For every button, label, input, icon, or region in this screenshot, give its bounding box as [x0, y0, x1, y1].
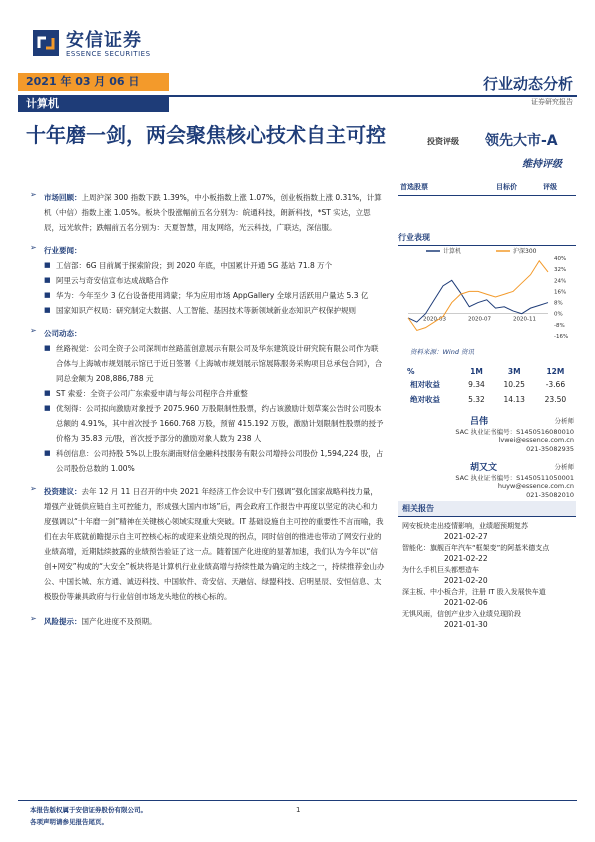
stock-col-1: 首选股票 — [400, 183, 428, 191]
industry-item-text: 工信部：6G 目前属于探索阶段；到 2020 年底，中国累计开通 5G 基站 71.8 万个 — [56, 261, 333, 270]
x-tick-label: 2020-11 — [513, 316, 536, 323]
perf-chart — [398, 246, 576, 341]
y-tick-label: 8% — [554, 300, 563, 307]
related-list — [398, 517, 576, 633]
analyst-role: 分析师 — [554, 417, 574, 425]
perf-cell: 绝对收益 — [410, 395, 440, 404]
footer-divider — [18, 800, 577, 801]
arrow-icon: ➢ — [30, 484, 37, 493]
y-tick-label: -16% — [554, 334, 569, 340]
square-bullet-icon: ■ — [44, 449, 51, 457]
square-bullet-icon: ■ — [44, 306, 51, 314]
analyst-info-line: SAC 执业证书编号：S1450516080010 — [455, 428, 574, 436]
related-report[interactable] — [402, 520, 572, 541]
related-report-date: 2021-02-27 — [444, 532, 488, 541]
perf-chart-svg — [398, 246, 576, 341]
industry-list — [44, 258, 385, 318]
company-item-text: 科创信息：公司持股 5%以上股东湖南财信金融科技服务有限公司增持公司股份 1,594,224 股，占公司股份总数的 1.00% — [56, 449, 384, 473]
report-type: 行业动态分析 — [482, 75, 573, 93]
perf-cell: 14.13 — [503, 395, 525, 404]
analyst-info-line: lvwei@essence.com.cn — [498, 436, 574, 444]
perf-header-cell: 3M — [507, 367, 521, 376]
risk-heading: 风险提示： — [44, 617, 82, 626]
related-report[interactable] — [402, 586, 572, 607]
company-item — [44, 341, 385, 386]
perf-header-cell: 12M — [546, 367, 565, 376]
stock-table-header — [398, 182, 576, 196]
square-bullet-icon: ■ — [44, 389, 51, 397]
related-title: 相关报告 — [398, 501, 576, 517]
advice-text: 去年 12 月 11 日召开的中央 2021 年经济工作会议中专门强调“强化国家战略科技力量，增强产业链供应链自主可控能力，形成强大国内市场”后，两会政府工作报告中再度以坚定的决心和力度强调以“十年磨一剑”精神在关键核心领域实现重大突破。IT 基础设施自主可控的重要性不言而喻，我们在去年底就前瞻提示自主可控核心标的或迎来业绩兑现的拐点，同时信创的推进也带动了网安行业的业绩高增，近期陆续披露的业绩预告验证了这一点。随着国产化进度的显著加速，我们认为今年以“信创+网安”构成的“大安全”板块将是计算机行业业绩高增与持续性最为确定的主线之一，持续推荐金山办公、中国长城、东方通、诚迈科技、中国软件、奇安信、天融信、绿盟科技、启明星辰、安恒信息、太极股份等兼具政府与行业信创市场龙头地位的核心标的。 — [44, 487, 385, 601]
perf-cell: 10.25 — [503, 380, 525, 389]
arrow-icon: ➢ — [30, 326, 37, 335]
company-item-text: 优刻得：公司拟向激励对象授予 2075.960 万股限制性股票，约占该激励计划草案公告时公司股本总额的 4.91%，其中首次授予 1660.768 万股，预留 415.192 万股，激励计划限制性股票的授予价格为 35.83 元/股，首次授予部分的激励对象人数为 238 人 — [56, 404, 384, 443]
x-tick-label: 2020-07 — [468, 316, 491, 323]
report-sector: 计算机 — [18, 95, 169, 112]
perf-row — [407, 378, 575, 391]
industry-section — [30, 243, 385, 318]
logo-icon — [33, 30, 59, 56]
related-report-title: 智能化：旗舰百年汽车“框架变”的阿基米德支点 — [402, 544, 550, 552]
legend-label: 沪深300 — [513, 248, 537, 255]
x-tick-label: 2020-03 — [423, 316, 446, 323]
logo-text: 安信证券 — [66, 30, 142, 51]
perf-cell: -3.66 — [545, 380, 566, 389]
footer-line-2: 各项声明请参见报告尾页。 — [30, 818, 108, 826]
market-text: 上周沪深 300 指数下跌 1.39%，中小板指数上涨 1.07%，创业板指数上涨 0.31%，计算机（中信）指数上涨 1.05%。板块个股涨幅前五名分别为：皖通科技，朗新科技，*ST 实达，立思辰，远光软件；跌幅前五名分别为：天夏智慧，用友网络，光云科技，广联达，深信服。 — [44, 193, 382, 232]
advice-section — [30, 484, 385, 604]
rating-value: 领先大市-A — [485, 133, 558, 149]
related-report[interactable] — [402, 608, 572, 629]
header-divider — [169, 95, 577, 97]
perf-cell: 9.34 — [468, 380, 485, 389]
footer-text — [30, 804, 147, 828]
market-heading: 市场回顾： — [44, 193, 82, 202]
company-list — [44, 341, 385, 476]
y-tick-label: 32% — [554, 267, 567, 274]
chart-source: 资料来源：Wind 资讯 — [410, 348, 475, 356]
y-tick-label: -8% — [554, 322, 565, 329]
related-report-date: 2021-02-22 — [444, 554, 488, 563]
industry-item — [44, 273, 385, 288]
company-item-text: 丝路视觉：公司全资子公司深圳市丝路蓝创意展示有限公司及华东建筑设计研究院有限公司作为联合体与上海城市规划展示馆已于近日签署《上海城市规划展示馆展陈服务采购项目总承包合同》，合同总金额为 208,886,788 元 — [56, 344, 383, 383]
y-tick-label: 16% — [554, 289, 567, 296]
related-report-title: 为什么手机巨头都想造车 — [402, 566, 479, 574]
square-bullet-icon: ■ — [44, 344, 51, 352]
related-report-date: 2021-01-30 — [444, 620, 488, 629]
rating-label: 投资评级 — [427, 137, 459, 146]
related-report-title: 深主板、中小板合并，注册 IT 股入发展快车道 — [402, 588, 546, 596]
industry-heading: 行业要闻： — [44, 246, 82, 255]
stock-col-2: 目标价 — [496, 183, 517, 191]
analyst-name: 吕伟 — [470, 417, 489, 427]
related-reports — [398, 501, 576, 633]
page-number: 1 — [296, 806, 301, 814]
related-report-title: 无惧风雨，信创产业步入业绩兑现阶段 — [402, 610, 521, 618]
arrow-icon: ➢ — [30, 190, 37, 199]
square-bullet-icon: ■ — [44, 261, 51, 269]
risk-section — [30, 614, 385, 629]
perf-cell: 23.50 — [544, 395, 567, 404]
market-section — [30, 190, 385, 235]
footer-line-1: 本报告版权属于安信证券股份有限公司。 — [30, 806, 147, 814]
square-bullet-icon: ■ — [44, 404, 51, 412]
analyst-role: 分析师 — [554, 463, 574, 471]
related-report[interactable] — [402, 564, 572, 585]
report-subtype: 证券研究报告 — [531, 98, 573, 106]
analyst-info-line: 021-35082935 — [526, 445, 574, 453]
perf-header-cell: % — [407, 367, 415, 376]
legend-label: 计算机 — [443, 248, 462, 255]
perf-table — [405, 365, 577, 408]
company-item — [44, 446, 385, 476]
industry-item-text: 华为：今年至少 3 亿台设备使用鸿蒙；华为应用市场 AppGallery 全球月活跃用户量达 5.3 亿 — [56, 291, 369, 300]
rating-sub: 维持评级 — [522, 159, 562, 170]
risk-text: 国产化进度不及预期。 — [81, 617, 157, 626]
stock-col-3: 评级 — [543, 183, 557, 191]
y-tick-label: 24% — [554, 278, 567, 285]
industry-item-text: 阿里云与奇安信宣布达成战略合作 — [56, 276, 169, 285]
perf-table-body — [407, 378, 575, 406]
company-section — [30, 326, 385, 476]
perf-header-cell: 1M — [470, 367, 483, 376]
perf-table-head — [407, 367, 575, 376]
report-date: 2021 年 03 月 06 日 — [18, 73, 169, 91]
related-report-title: 网安板块走出疫情影响，业绩超预期复苏 — [402, 522, 528, 530]
perf-title: 行业表现 — [398, 232, 576, 246]
perf-cell: 相对收益 — [410, 380, 440, 389]
perf-row — [407, 393, 575, 406]
company-heading: 公司动态： — [44, 329, 82, 338]
analyst-list — [398, 414, 576, 506]
page-title: 十年磨一剑，两会聚焦核心技术自主可控 — [26, 123, 386, 147]
arrow-icon: ➢ — [30, 243, 37, 252]
analyst — [398, 414, 576, 460]
square-bullet-icon: ■ — [44, 291, 51, 299]
analyst-name: 胡又文 — [470, 463, 498, 473]
company-item — [44, 401, 385, 446]
arrow-icon: ➢ — [30, 614, 37, 623]
y-tick-label: 40% — [554, 256, 567, 262]
industry-item — [44, 258, 385, 273]
logo-subtext: ESSENCE SECURITIES — [66, 50, 151, 58]
company-item — [44, 386, 385, 401]
analyst-info-line: 021-35082010 — [526, 491, 574, 499]
related-report-date: 2021-02-20 — [444, 576, 488, 585]
y-tick-label: 0% — [554, 311, 563, 318]
industry-item — [44, 288, 385, 303]
perf-cell: 5.32 — [468, 395, 485, 404]
related-report-date: 2021-02-06 — [444, 598, 488, 607]
analyst-info-line: SAC 执业证书编号：S1450511050001 — [455, 474, 574, 482]
company-item-text: ST 索爱：全资子公司广东索爱申请与每公司程序合并重整 — [56, 389, 248, 398]
square-bullet-icon: ■ — [44, 276, 51, 284]
industry-item-text: 国家知识产权局：研究制定大数据、人工智能、基因技术等新领域新业态知识产权保护规则 — [56, 306, 356, 315]
analyst-info-line: huyw@essence.com.cn — [497, 482, 574, 490]
advice-heading: 投资建议： — [44, 487, 82, 496]
analyst — [398, 460, 576, 506]
related-report[interactable] — [402, 542, 572, 563]
main-column — [30, 190, 385, 629]
industry-item — [44, 303, 385, 318]
